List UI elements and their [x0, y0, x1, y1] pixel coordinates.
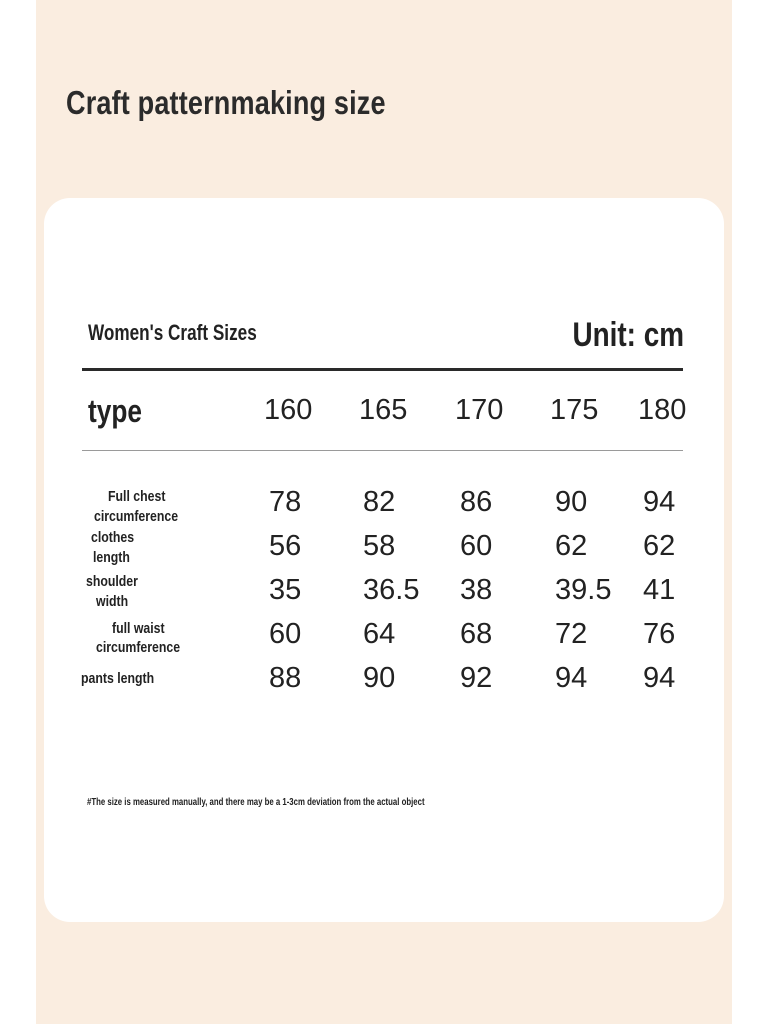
- table-cell: 58: [363, 530, 396, 562]
- table-cell: 88: [269, 662, 302, 694]
- table-cell: 90: [555, 486, 588, 518]
- row-label-shoulder-line2: width: [96, 593, 129, 610]
- row-label-waist-line1: full waist: [112, 620, 165, 637]
- table-cell: 60: [269, 618, 302, 650]
- row-label-clothes-line1: clothes: [91, 529, 135, 546]
- size-divider: [82, 450, 683, 451]
- table-cell: 68: [460, 618, 493, 650]
- table-cell: 62: [555, 530, 588, 562]
- size-header-165: 165: [359, 394, 408, 426]
- size-header-175: 175: [550, 394, 599, 426]
- size-header-170: 170: [455, 394, 504, 426]
- table-cell: 35: [269, 574, 302, 606]
- type-header: type: [88, 393, 142, 429]
- table-cell: 56: [269, 530, 302, 562]
- size-header-180: 180: [638, 394, 687, 426]
- table-subtitle: Women's Craft Sizes: [88, 320, 257, 345]
- row-label-pants: pants length: [81, 670, 155, 687]
- table-cell: 38: [460, 574, 493, 606]
- table-cell: 39.5: [555, 574, 612, 606]
- row-label-chest-line2: circumference: [94, 508, 179, 525]
- table-cell: 94: [555, 662, 588, 694]
- table-cell: 64: [363, 618, 396, 650]
- table-cell: 94: [643, 486, 676, 518]
- table-cell: 78: [269, 486, 302, 518]
- measurement-note: #The size is measured manually, and there may be a 1-3cm deviation from the actual object: [87, 797, 425, 808]
- table-cell: 62: [643, 530, 676, 562]
- page-title: Craft patternmaking size: [66, 84, 386, 121]
- table-cell: 36.5: [363, 574, 420, 606]
- header-divider: [82, 368, 683, 371]
- table-cell: 76: [643, 618, 676, 650]
- row-label-shoulder-line1: shoulder: [86, 573, 138, 590]
- size-header-160: 160: [264, 394, 313, 426]
- table-cell: 60: [460, 530, 493, 562]
- table-cell: 82: [363, 486, 396, 518]
- row-label-waist-line2: circumference: [96, 639, 181, 656]
- table-cell: 92: [460, 662, 493, 694]
- row-label-clothes-line2: length: [93, 549, 130, 566]
- table-cell: 72: [555, 618, 588, 650]
- table-cell: 41: [643, 574, 676, 606]
- table-cell: 94: [643, 662, 676, 694]
- unit-label: Unit: cm: [572, 316, 684, 354]
- table-cell: 90: [363, 662, 396, 694]
- row-label-chest-line1: Full chest: [108, 488, 166, 505]
- table-cell: 86: [460, 486, 493, 518]
